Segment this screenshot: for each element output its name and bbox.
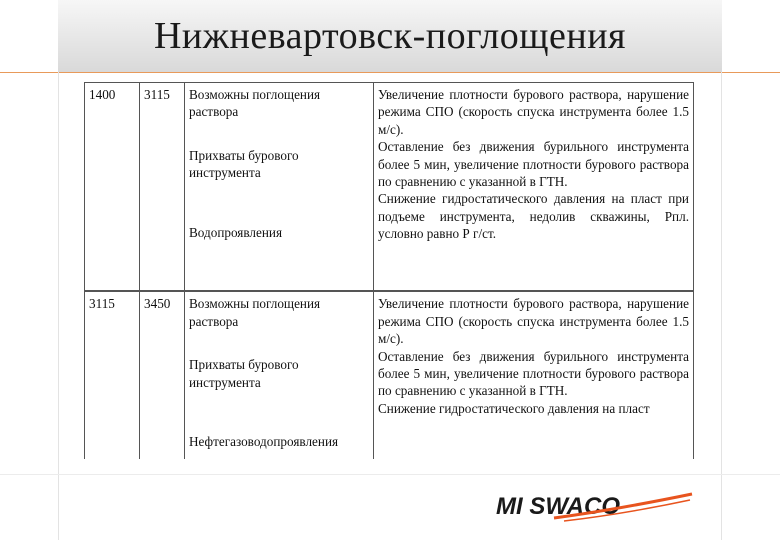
measure-text: Увеличение плотности бурового раствора, нарушение режима СПО (скорость спуска инструмента более 1.5 м/с).	[378, 87, 689, 137]
risk-text: Возможны поглощения раствора	[189, 87, 321, 120]
title-underline	[0, 72, 780, 73]
complications-table	[84, 82, 694, 459]
measures-cell	[374, 83, 694, 292]
measure-text: Оставление без движения бурильного инструмента более 5 мин, увеличение плотности бурового раствора по сравнению с указанной в ГТН.	[378, 139, 689, 190]
risk-text: Возможны поглощения раствора	[189, 296, 321, 329]
risks-cell	[185, 291, 374, 459]
logo-wordmark: MI SWACO	[496, 493, 620, 520]
risk-text: Водопроявления	[189, 224, 283, 240]
measure-text: Оставление без движения бурильного инструмента более 5 мин, увеличение плотности бурового раствора по сравнению с указанной в ГТН.	[378, 348, 689, 399]
measure-text: Снижение гидростатического давления на пласт	[378, 400, 650, 416]
table-row	[85, 83, 694, 292]
risk-text: Прихваты бурового инструмента	[189, 147, 299, 181]
measure-text: Увеличение плотности бурового раствора, нарушение режима СПО (скорость спуска инструмента более 1.5 м/с).	[378, 296, 689, 347]
depth-to-cell: 3115	[140, 83, 185, 292]
depth-to-cell: 3450	[140, 291, 185, 459]
risks-cell	[185, 83, 374, 292]
table-row	[85, 291, 694, 459]
slide-title: Нижневартовск-поглощения	[153, 15, 627, 57]
measure-text: Снижение гидростатического давления на пласт при подъеме инструмента, недолив скважины, Рпл. условно равно Р г/ст.	[378, 191, 689, 242]
risk-text: Нефтегазоводопроявления	[189, 434, 339, 450]
measures-cell	[374, 291, 694, 459]
guide-line-bottom	[0, 474, 780, 475]
risk-text: Прихваты бурового инструмента	[189, 357, 299, 390]
depth-from-cell: 3115	[85, 291, 140, 459]
mi-swaco-logo	[494, 490, 694, 524]
depth-from-cell: 1400	[85, 83, 140, 292]
guide-line-right	[721, 72, 722, 540]
guide-line-left	[58, 72, 59, 540]
